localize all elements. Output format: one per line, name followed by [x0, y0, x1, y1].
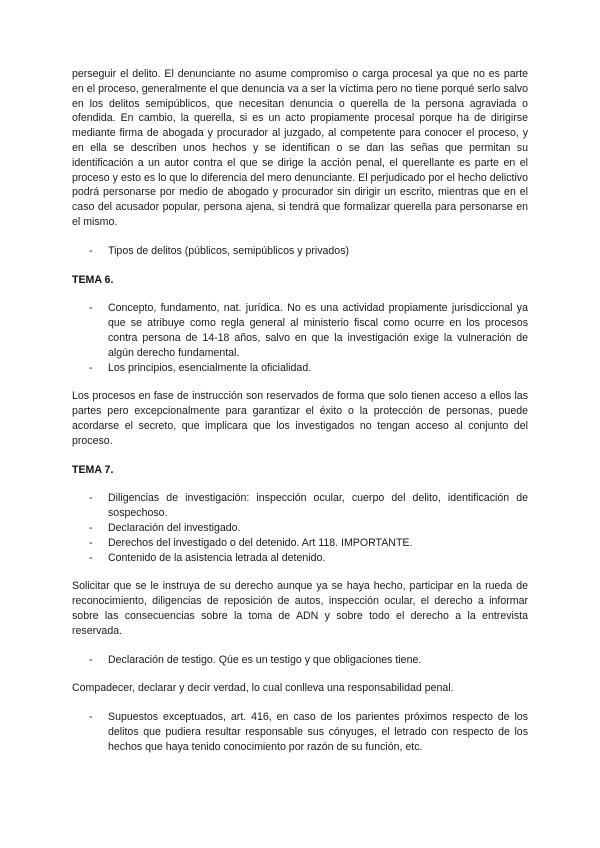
paragraph-obligaciones-testigo: Compadecer, declarar y decir verdad, lo cual conlleva una responsabilidad penal.	[72, 682, 454, 695]
list-item	[72, 551, 528, 566]
paragraph-denuncia-querella: perseguir el delito. El denunciante no asume compromiso o carga procesal ya que no es parte en el proceso, generalmente el que denuncia va a ser la víctima pero no tiene porqué serlo salvo en los delitos semipúblicos, que necesitan denuncia o querella de la persona agraviada o ofendida. En cambio, la querella, si es un acto propiamente procesal porque ha de dirigirse mediante firma de abogada y procurador al juzgado, al competente para conocer el proceso, y en ella se describen unos hechos y se identifican o se dan las señas que permitan su identificación a un autor contra el que se dirige la acción penal, el querellante es parte en el proceso y esto es lo que lo diferencia del mero denunciante. El perjudicado por el hecho delictivo podrá personarse por medio de abogado y procurador sin dirigir un escrito, mientras que en el caso del acusador popular, persona ajena, si tendrá que formalizar querella para personarse en el mismo.	[72, 68, 528, 228]
dash-bullet: -	[89, 244, 93, 257]
dash-bullet: -	[89, 653, 93, 666]
list-item-text: Derechos del investigado o del detenido. Art 118. IMPORTANTE.	[108, 536, 413, 549]
list-item	[72, 491, 528, 521]
bullet-list	[72, 710, 528, 754]
dash-bullet: -	[89, 302, 93, 315]
bullet-list	[72, 244, 528, 259]
list-item-text: Diligencias de investigación: inspección ocular, cuerpo del delito, identificación de sospechoso.	[108, 492, 528, 520]
list-item	[72, 244, 528, 259]
list-item-text: Contenido de la asistencia letrada al detenido.	[108, 551, 326, 564]
dash-bullet: -	[89, 711, 93, 724]
document-page	[72, 67, 528, 768]
list-item-text: Declaración del investigado.	[108, 521, 241, 534]
heading-tema-7: TEMA 7.	[72, 463, 114, 476]
list-item-text: Tipos de delitos (públicos, semipúblicos y privados)	[108, 244, 350, 257]
paragraph-procesos-instruccion: Los procesos en fase de instrucción son reservados de forma que solo tienen acceso a ellos las partes pero excepcionalmente para garantizar el éxito o la protección de personas, puede acordarse el secreto, que implicara que los investigados no tengan acceso al conjunto del proceso.	[72, 390, 528, 447]
list-item	[72, 301, 528, 360]
list-item	[72, 653, 528, 668]
dash-bullet: -	[89, 361, 93, 374]
list-item-text: Concepto, fundamento, nat. jurídica. No es una actividad propiamente jurisdiccional ya que se atribuye como regla general al ministerio fiscal como ocurre en los procesos contra persona de 14-18 años, salvo en que la investigación exige la vulneración de algún derecho fundamental.	[108, 302, 528, 359]
paragraph-derechos-detenido: Solicitar que se le instruya de su derecho aunque ya se haya hecho, participar en la rueda de reconocimiento, diligencias de reposición de autos, inspección ocular, el derecho a informar sobre las consecuencias sobre la toma de ADN y sobre todo el derecho a la entrevista reservada.	[72, 580, 528, 637]
bullet-list	[72, 301, 528, 375]
bullet-list	[72, 491, 528, 565]
list-item	[72, 361, 528, 376]
list-item-text: Los principios, esencialmente la oficialidad.	[108, 361, 312, 374]
dash-bullet: -	[89, 551, 93, 564]
dash-bullet: -	[89, 521, 93, 534]
list-item	[72, 536, 528, 551]
dash-bullet: -	[89, 536, 93, 549]
list-item	[72, 710, 528, 754]
list-item-text: Supuestos exceptuados, art. 416, en caso de los parientes próximos respecto de los delitos que pudiera resultar responsable sus cónyuges, el letrado con respecto de los hechos que haya tenido conocimiento por razón de su función, etc.	[108, 711, 528, 753]
heading-tema-6: TEMA 6.	[72, 273, 114, 286]
list-item-text: Declaración de testigo. Qúe es un testigo y que obligaciones tiene.	[108, 653, 422, 666]
list-item	[72, 521, 528, 536]
dash-bullet: -	[89, 492, 93, 505]
bullet-list	[72, 653, 528, 668]
